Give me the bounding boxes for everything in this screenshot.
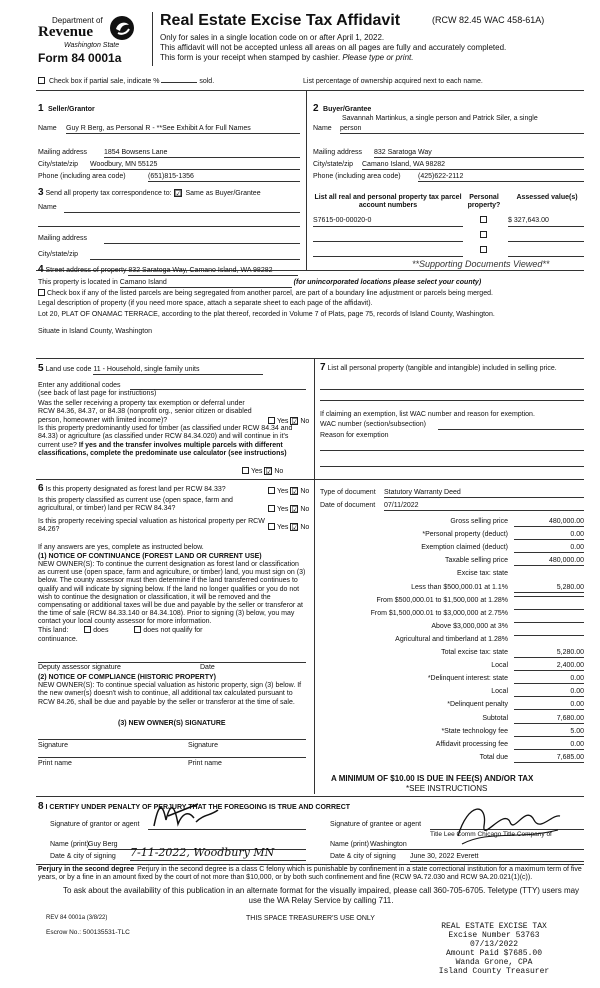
tax-value-delinq-int-state[interactable]: 0.00: [514, 674, 584, 684]
tax-value-tech-fee[interactable]: 5.00: [514, 727, 584, 737]
located-row: This property is located in Camano Island (for unincorporated locations please select your county): [38, 279, 482, 286]
does-not-qualify-checkbox[interactable]: [134, 626, 141, 633]
doc-date-label: Date of document: [320, 502, 376, 509]
parcel-number-1: S7615-00-00020-0: [313, 217, 372, 224]
current-use-no-checkbox[interactable]: ☑: [291, 505, 299, 514]
tax-label-tier4: Above $3,000,000 at 3%: [431, 623, 508, 630]
grantor-name-field[interactable]: Guy Berg: [88, 840, 306, 850]
stamp-line-6: Island County Treasurer: [438, 967, 550, 976]
tax-label-tier2: From $500,000.01 to $1,500,000 at 1.28%: [376, 597, 508, 604]
notice1-text: NEW OWNER(S): To continue the current designation as forest land or classification as current use (open space, farm and agriculture, or timber) land, you must sign on (3) below. The county assessor must then determine if the land transferred continues to qualify and will indicate by signing below. If the land no longer qualifies or you do not wish to continue the designation or classification, it will be removed and the compensating or additional taxes will be due and payable by the seller or transferor at the time of sale (RCW 84.33.140 or 84.34.108). Prior to signing (3) below, you may contact your local county assessor for more information.: [38, 561, 306, 626]
seller-heading: 1 Seller/Grantor: [38, 103, 95, 114]
seller-city-label: City/state/zip: [38, 161, 79, 168]
treasurer-stamp: [428, 922, 560, 976]
seller-city-field[interactable]: Woodbury, MN 55125: [90, 160, 300, 170]
grantee-name-field[interactable]: Washington: [370, 840, 584, 850]
additional-codes-sub: (see back of last page for instructions): [38, 390, 157, 397]
legal-description: Lot 20, PLAT OF ONAMAC TERRACE, according to the plat thereof, recorded in Volume 7 of Plats, page 75, records of Island County, Washington.: [38, 311, 495, 318]
historic-yes-no: Yes ☑ No: [268, 523, 309, 532]
tax-label-affidavit-fee: Affidavit processing fee: [435, 741, 508, 748]
tax-label-excise-state: Excise tax: state: [457, 570, 508, 577]
deputy-date-label: Date: [200, 664, 215, 671]
land-use-row: 5 Land use code 11 - Household, single family units: [38, 364, 263, 375]
tax-label-total-state: Total excise tax: state: [441, 649, 508, 656]
grantor-name-label: Name (print): [50, 841, 89, 848]
minimum-due-note: A MINIMUM OF $10.00 IS DUE IN FEE(S) AND/OR TAX: [331, 774, 534, 783]
situate-text: Situate in Island County, Washington: [38, 328, 153, 335]
new-owner-signature-title: (3) NEW OWNER(S) SIGNATURE: [118, 720, 226, 727]
historic-no-checkbox[interactable]: ☑: [291, 523, 299, 532]
street-address-row: 4 Street address of property 832 Saratoga Way, Camano Island, WA 98282: [38, 265, 298, 276]
notice2-text: NEW OWNER(S): To continue special valuation as historic property, sign (3) below. If the new owner(s) doesn't wish to continue, all additional tax calculated pursuant to RCW 84.26, shall be due and payable by the seller or transferor at the time of sale.: [38, 682, 302, 706]
grantor-date-field[interactable]: 7-11-2022, Woodbury MN: [130, 846, 306, 861]
dept-line2: Revenue: [38, 24, 93, 40]
tax-label-tier1: Less than $500,000.01 at 1.1%: [411, 584, 508, 591]
street-address-field[interactable]: 832 Saratoga Way, Camano Island, WA 98282: [128, 266, 298, 276]
header-note-2: This affidavit will not be accepted unless all areas on all pages are fully and accurately completed.: [160, 43, 507, 52]
forest-yes-checkbox[interactable]: [268, 487, 275, 494]
tax-value-total-state[interactable]: 5,280.00: [514, 648, 584, 658]
historic-question: Is this property receiving special valuation as historical property per RCW 84.26?: [38, 518, 265, 534]
tax-label-exemption: Exemption claimed (deduct): [421, 544, 508, 551]
tax-label-tier3: From $1,500,000.01 to $3,000,000 at 2.75%: [370, 610, 508, 617]
buyer-name-line1: Savannah Martinkus, a single person and Patrick Siler, a single: [342, 115, 538, 122]
tax-label-delinq-penalty: *Delinquent penalty: [447, 701, 508, 708]
section3-name-label: Name: [38, 204, 57, 211]
this-land-row: This land: does does not qualify for: [38, 627, 203, 634]
buyer-mailing-field[interactable]: 832 Saratoga Way: [374, 148, 584, 158]
segregated-checkbox[interactable]: [38, 289, 45, 296]
revenue-swirl-icon: [108, 14, 136, 42]
tax-label-subtotal: Subtotal: [482, 715, 508, 722]
page-title: Real Estate Excise Tax Affidavit: [160, 12, 401, 29]
tax-value-local[interactable]: 2,400.00: [514, 661, 584, 671]
grantee-signature-label: Signature of grantee or agent: [330, 821, 422, 828]
new-owner-print-label-2: Print name: [188, 760, 222, 767]
dept-line1: Department of: [52, 16, 103, 25]
new-owner-signature-label-1: Signature: [38, 742, 68, 749]
parcel-col-header: List all real and personal property tax parcel account numbers: [314, 194, 462, 210]
buyer-name-label: Name: [313, 125, 332, 132]
timber-yes-no: Yes ☑ No: [242, 467, 283, 476]
tax-label-tech-fee: *State technology fee: [441, 728, 508, 735]
section3-mailing-label: Mailing address: [38, 235, 88, 242]
tax-value-subtotal[interactable]: 7,680.00: [514, 714, 584, 724]
located-field[interactable]: Camano Island: [120, 278, 292, 288]
grantor-signature-label: Signature of grantor or agent: [50, 821, 140, 828]
tax-label-gross: Gross selling price: [450, 518, 508, 525]
buyer-heading: 2 Buyer/Grantee: [313, 103, 372, 114]
assessed-value-col-header: Assessed value(s): [516, 194, 578, 201]
buyer-phone-field[interactable]: (425)622-2112: [418, 172, 584, 182]
new-owner-signature-label-2: Signature: [188, 742, 218, 749]
exemption-yes-checkbox[interactable]: [268, 417, 275, 424]
timber-no-checkbox[interactable]: ☑: [265, 467, 273, 476]
personal-property-checkbox-1[interactable]: [480, 216, 487, 223]
reason-label: Reason for exemption: [320, 432, 389, 439]
tax-label-delinq-int-state: *Delinquent interest: state: [427, 675, 508, 682]
certify-statement: 8 I CERTIFY UNDER PENALTY OF PERJURY THAT THE FOREGOING IS TRUE AND CORRECT: [38, 801, 351, 812]
grantor-signature: [148, 796, 228, 832]
escrow-number: Escrow No.: 500135531-TLC: [46, 929, 130, 936]
forest-yes-no: Yes ☑ No: [268, 487, 309, 496]
segregated-row: Check box if any of the listed parcels are being segregated from another parcel, are part of a boundary line adjustment or parcels being merged.: [38, 289, 493, 298]
any-yes-note: If any answers are yes, complete as instructed below.: [38, 544, 204, 551]
forest-land-question: 6 Is this property designated as forest land per RCW 84.33?: [38, 483, 226, 494]
tax-label-personal: *Personal property (deduct): [422, 531, 508, 538]
tax-label-local: Local: [491, 662, 508, 669]
seller-mailing-label: Mailing address: [38, 149, 88, 156]
buyer-phone-label: Phone (including area code): [313, 173, 401, 180]
stamp-line-1: REAL ESTATE EXCISE TAX: [441, 922, 547, 931]
tax-label-ag: Agricultural and timberland at 1.28%: [395, 636, 508, 643]
historic-yes-checkbox[interactable]: [268, 523, 275, 530]
tax-value-delinq-local[interactable]: 0.00: [514, 687, 584, 697]
perjury-text: Perjury in the second degree is a class C felony which is punishable by confinement in a state correctional institution for a maximum term of five years, or by a fine in an amount fixed by the court of not more than $10,000, or by both such confinement and fine (RCW 9A.72.030 and RCW 9A.20.021(1)(c)).: [38, 866, 582, 882]
buyer-name-field[interactable]: person: [340, 124, 584, 134]
grantee-date-field[interactable]: June 30, 2022 Everett: [410, 852, 584, 862]
seller-phone-label: Phone (including area code): [38, 173, 126, 180]
legal-description-label: Legal description of property (if you need more space, attach a separate sheet to each page of the affidavit).: [38, 300, 373, 307]
continuance-label: continuance.: [38, 636, 78, 643]
dept-line3: Washington State: [64, 42, 120, 49]
current-use-yes-no: Yes ☑ No: [268, 505, 309, 514]
stamp-line-4: Amount Paid $7685.00: [445, 949, 542, 958]
stamp-line-5: Wanda Grone, CPA: [455, 958, 533, 967]
tax-label-delinq-local: Local: [491, 688, 508, 695]
tax-value-tier2[interactable]: [514, 596, 584, 597]
notice2-title: (2) NOTICE OF COMPLIANCE (HISTORIC PROPERTY): [38, 674, 216, 681]
seller-mailing-field[interactable]: 1854 Bowsens Lane: [104, 148, 300, 158]
deputy-signature-label: Deputy assessor signature: [38, 664, 121, 671]
does-qualify-checkbox[interactable]: [84, 626, 91, 633]
tax-value-total-due[interactable]: 7,685.00: [514, 753, 584, 763]
tax-value-tier1[interactable]: 5,280.00: [514, 583, 584, 593]
grantee-name-label: Name (print): [330, 841, 369, 848]
timber-yes-checkbox[interactable]: [242, 467, 249, 474]
tax-label-taxable: Taxable selling price: [444, 557, 508, 564]
personal-property-checkbox-2[interactable]: [480, 231, 487, 238]
stamp-line-3: 07/13/2022: [469, 940, 518, 949]
same-as-buyer-checkbox[interactable]: ☑: [174, 189, 182, 198]
new-owner-print-label-1: Print name: [38, 760, 72, 767]
doc-date-field[interactable]: 07/11/2022: [384, 501, 584, 511]
exemption-question: Was the seller receiving a property tax exemption or deferral under RCW 84.36, 84.37, or 84.38 (nonprofit org., senior citizen or disabled person, homeowner with limited income)?: [38, 400, 252, 424]
tax-value-affidavit-fee[interactable]: 0.00: [514, 740, 584, 750]
tax-value-gross[interactable]: 480,000.00: [514, 517, 584, 527]
stamp-line-2: Excise Number 53763: [448, 931, 540, 940]
tax-value-tier4[interactable]: [514, 622, 584, 623]
partial-sale-row: Check box if partial sale, indicate % sold.: [38, 77, 214, 86]
current-use-yes-checkbox[interactable]: [268, 505, 275, 512]
seller-phone-field[interactable]: (651)815-1356: [148, 172, 300, 182]
grantor-date-label: Date & city of signing: [50, 853, 116, 860]
perjury-notice: Perjury in the second degree Perjury in the second degree is a class C felony which is punishable by confinement in a state correctional institution for a maximum term of five years, or by a fine in an amount fixed by the court of not more than $10,000, or by both such confinement and fine (RCW 9A.72.030 and RCW 9A.20.021(1)(c)).: [38, 866, 582, 882]
buyer-mailing-label: Mailing address: [313, 149, 363, 156]
treasurer-use-only: THIS SPACE TREASURER'S USE ONLY: [246, 915, 375, 922]
personal-property-col-header: Personal property?: [467, 194, 501, 210]
exemption-no-checkbox[interactable]: ☑: [291, 417, 299, 426]
form-number: Form 84 0001a: [38, 51, 122, 65]
tax-value-tier3[interactable]: [514, 609, 584, 610]
rcw-reference: (RCW 82.45 WAC 458-61A): [432, 15, 545, 25]
exemption-claim-label: If claiming an exemption, list WAC number and reason for exemption.: [320, 411, 535, 418]
exemption-yes-no: Yes ☑ No: [268, 417, 309, 426]
tax-label-total-due: Total due: [479, 754, 508, 761]
section3-heading: 3 Send all property tax correspondence to: ☑ Same as Buyer/Grantee: [38, 187, 261, 198]
assessed-value-1: $ 327,643.00: [508, 217, 549, 224]
grantee-agent-text: Title Lee Comm Chicago Title Company of: [430, 831, 552, 838]
ownership-note: List percentage of ownership acquired next to each name.: [303, 78, 483, 85]
see-instructions-note: *SEE INSTRUCTIONS: [406, 784, 488, 793]
buyer-city-label: City/state/zip: [313, 161, 354, 168]
personal-property-list-label: 7 List all personal property (tangible and intangible) included in selling price.: [320, 362, 557, 373]
tax-value-ag[interactable]: [514, 635, 584, 636]
personal-property-checkbox-3[interactable]: [480, 246, 487, 253]
dept-logo: [36, 14, 136, 54]
tax-value-exemption[interactable]: 0.00: [514, 543, 584, 553]
tax-value-delinq-penalty[interactable]: 0.00: [514, 700, 584, 710]
tax-value-personal[interactable]: 0.00: [514, 530, 584, 540]
land-use-field[interactable]: 11 - Household, single family units: [93, 365, 263, 375]
forest-no-checkbox[interactable]: ☑: [291, 487, 299, 496]
additional-codes-label: Enter any additional codes: [38, 382, 121, 389]
partial-sale-checkbox[interactable]: [38, 77, 45, 84]
doc-type-label: Type of document: [320, 489, 376, 496]
form-revision: REV 84 0001a (3/8/22): [46, 915, 108, 921]
notice1-title: (1) NOTICE OF CONTINUANCE (FOREST LAND OR CURRENT USE): [38, 553, 262, 560]
supporting-docs-note: **Supporting Documents Viewed**: [412, 259, 550, 269]
timber-question: Is this property predominantly used for timber (as classified under RCW 84.34 and 84.33) or agriculture (as classified under RCW 84.34.020) and will continue in it's current use? If yes and the transfer involves multiple parcels with different classifications, complete the predominate use calculator (see instructions): [38, 425, 293, 458]
section3-city-label: City/state/zip: [38, 251, 79, 258]
wac-label: WAC number (section/subsection): [320, 421, 426, 428]
header-note-1: Only for sales in a single location code on or after April 1, 2022.: [160, 33, 385, 42]
tax-value-taxable[interactable]: 480,000.00: [514, 556, 584, 566]
seller-name-label: Name: [38, 125, 57, 132]
buyer-city-field[interactable]: Camano Island, WA 98282: [362, 160, 584, 170]
header-note-3: This form is your receipt when stamped by cashier. Please type or print.: [160, 53, 414, 62]
doc-type-field[interactable]: Statutory Warranty Deed: [384, 488, 584, 498]
alt-format-notice: To ask about the availability of this publication in an alternate format for the visually impaired, please call 360-705-6705. Teletype (TTY) users may use the WA Relay Service by calling 711.: [62, 886, 580, 905]
seller-name-field[interactable]: Guy R Berg, as Personal R - **See Exhibit A for Full Names: [66, 124, 300, 134]
current-use-question: Is this property classified as current use (open space, farm and agricultural, or timber) land per RCW 84.34?: [38, 497, 233, 513]
grantee-date-label: Date & city of signing: [330, 853, 396, 860]
